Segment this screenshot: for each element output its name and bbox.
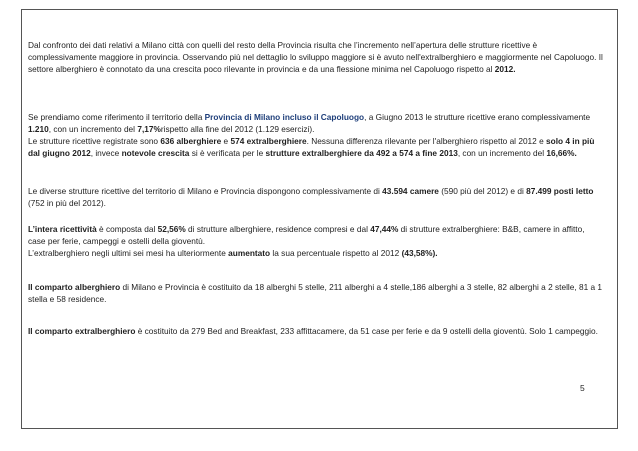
text-bold: Il comparto alberghiero — [28, 282, 121, 292]
text-run: . Nessuna differenza rilevante per l'alberghiero rispetto al 2012 e — [306, 136, 547, 146]
paragraph-composition — [28, 223, 603, 259]
text-run: è costituito da 279 Bed and Breakfast, 233 affittacamere, da 51 case per ferie e da 9 ostelli della gioventù. Solo 1 campeggio. — [135, 326, 598, 336]
text-bold: 16,66%. — [546, 148, 577, 158]
text-run: L’extralberghiero negli ultimi sei mesi ha ulteriormente — [28, 248, 229, 258]
text-bold: 47,44% — [370, 224, 399, 234]
text-run: è composta dal — [96, 224, 158, 234]
paragraph-province-overview — [28, 111, 603, 159]
text-run: Dal confronto dei dati relativi a Milano città con quelli del resto della Provincia risulta che l’incremento nell’apertura delle strutture ricettive è complessivamente maggiore in provincia. Osservando più nel dettaglio lo sviluppo maggiore si è avuto nell'extralberghiero e maggiormente nel Capoluogo. Il settore alberghiero è connotato da una crescita poco rilevante in provincia e da una flessione minima nel Capoluogo rispetto al — [28, 40, 603, 74]
text-run: Le strutture ricettive registrate sono — [28, 136, 161, 146]
text-bold: 574 extralberghiere — [230, 136, 307, 146]
paragraph-hotel-sector — [28, 281, 603, 305]
text-bold: 52,56% — [157, 224, 186, 234]
text-run: di Milano e Provincia è costituito da 18 alberghi 5 stelle, 211 alberghi a 4 stelle,186 alberghi a 3 stelle, 82 alberghi a 2 stelle, 81 a 1 stella e 58 residence. — [28, 282, 603, 304]
text-bold: 1.210 — [28, 124, 49, 134]
text-run: (752 in più del 2012). — [28, 198, 106, 208]
text-bold: 87.499 posti letto — [526, 186, 594, 196]
text-bold: solo 4 in più dal giugno 2012 — [28, 136, 595, 158]
text-run: e — [221, 136, 231, 146]
text-bold: 2012. — [494, 64, 516, 74]
text-run: , invece — [90, 148, 122, 158]
text-run: si è verificata per le — [189, 148, 266, 158]
text-bold: Il comparto extralberghiero — [28, 326, 136, 336]
text-run: Le diverse strutture ricettive del territorio di Milano e Provincia dispongono complessivamente di — [28, 186, 383, 196]
text-bold: aumentato — [228, 248, 271, 258]
text-run: di strutture alberghiere, residence compresi e dal — [185, 224, 371, 234]
text-run: la sua percentuale rispetto al 2012 — [270, 248, 402, 258]
text-run: , con un incremento del — [457, 148, 547, 158]
paragraph-nonhotel-sector — [28, 325, 598, 337]
text-bold: 7,17% — [137, 124, 161, 134]
text-bold: (43,58%). — [401, 248, 438, 258]
text-bold: L’intera ricettività — [28, 224, 97, 234]
text-bold: Provincia di Milano incluso il Capoluogo — [204, 112, 365, 122]
paragraph-comparison — [28, 39, 603, 75]
text-bold: strutture extralberghiere da 492 a 574 a fine 2013 — [265, 148, 458, 158]
text-bold: 636 alberghiere — [160, 136, 222, 146]
text-run: , con un incremento del — [48, 124, 138, 134]
text-run: (590 più del 2012) e di — [438, 186, 527, 196]
text-bold: notevole crescita — [121, 148, 190, 158]
text-run: di strutture extralberghiere: B&B, camere in affitto, case per ferie, campeggi e ostelli della gioventù. — [28, 224, 585, 246]
text-run: , a Giugno 2013 le strutture ricettive erano complessivamente — [364, 112, 591, 122]
text-run: Se prendiamo come riferimento il territorio della — [28, 112, 205, 122]
page-number: 5 — [580, 383, 585, 393]
text-bold: 43.594 camere — [382, 186, 439, 196]
paragraph-rooms-beds — [28, 185, 603, 209]
text-run: rispetto alla fine del 2012 (1.129 esercizi). — [160, 124, 315, 134]
